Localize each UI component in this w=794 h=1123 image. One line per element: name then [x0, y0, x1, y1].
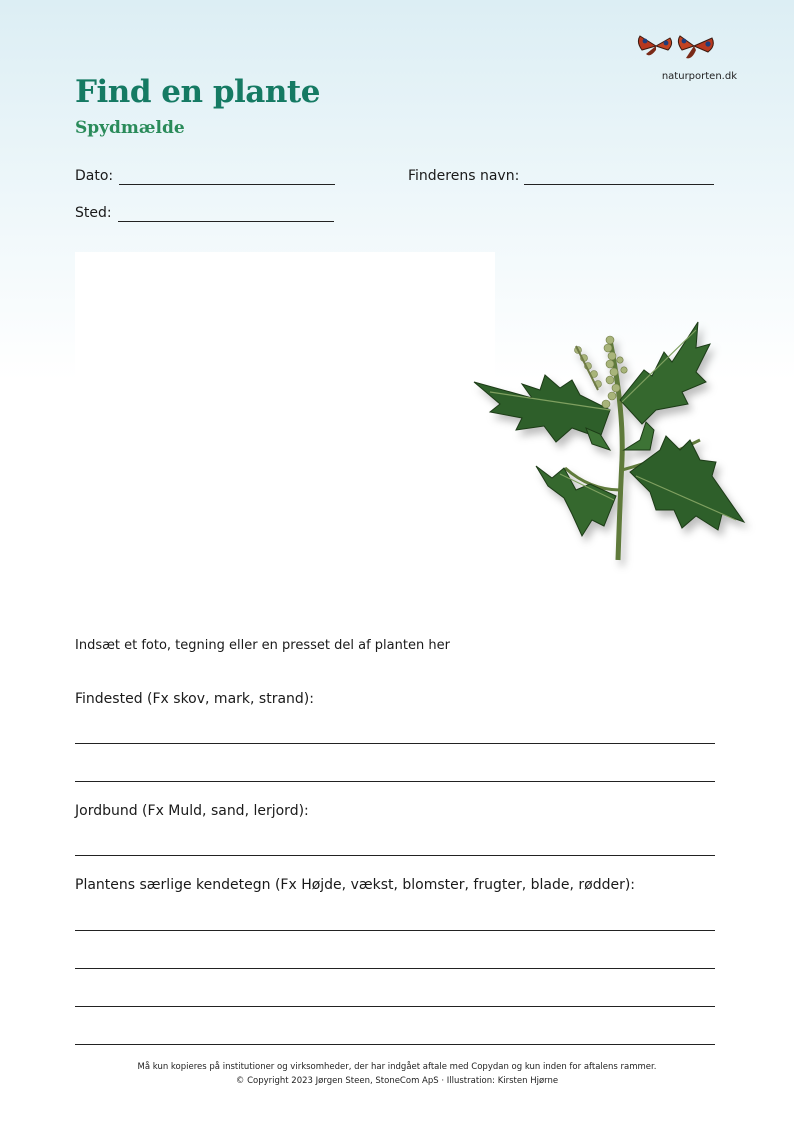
date-label: Dato: — [75, 168, 114, 184]
butterfly-logo — [636, 28, 716, 64]
location-line-1[interactable] — [75, 743, 715, 744]
plant-name: Spydmælde — [75, 118, 185, 138]
date-field[interactable] — [119, 184, 335, 185]
location-line-2[interactable] — [75, 781, 715, 782]
place-label: Sted: — [75, 205, 112, 221]
soil-label: Jordbund (Fx Muld, sand, lerjord): — [75, 803, 309, 819]
copy-notice: Må kun kopieres på institutioner og virksomheder, der har indgået aftale med Copydan og kun inden for aftalens rammer. — [137, 1062, 657, 1072]
butterfly-right — [678, 36, 713, 58]
features-label: Plantens særlige kendetegn (Fx Højde, vækst, blomster, frugter, blade, rødder): — [75, 877, 636, 893]
features-line-2[interactable] — [75, 968, 715, 969]
features-line-4[interactable] — [75, 1044, 715, 1045]
finder-name-field[interactable] — [524, 184, 714, 185]
photo-hint: Indsæt et foto, tegning eller en presset del af planten her — [75, 638, 450, 653]
features-line-3[interactable] — [75, 1006, 715, 1007]
soil-line-1[interactable] — [75, 855, 715, 856]
features-line-1[interactable] — [75, 930, 715, 931]
butterfly-left — [638, 36, 671, 55]
page-title: Find en plante — [75, 74, 320, 110]
photo-area[interactable] — [75, 252, 495, 612]
place-field[interactable] — [118, 221, 334, 222]
copyright: © Copyright 2023 Jørgen Steen, StoneCom ApS · Illustration: Kirsten Hjørne — [235, 1076, 559, 1086]
finder-name-label: Finderens navn: — [408, 168, 520, 184]
location-label: Findested (Fx skov, mark, strand): — [75, 691, 314, 707]
plant-illustration — [460, 300, 760, 590]
site-name: naturporten.dk — [661, 71, 737, 82]
